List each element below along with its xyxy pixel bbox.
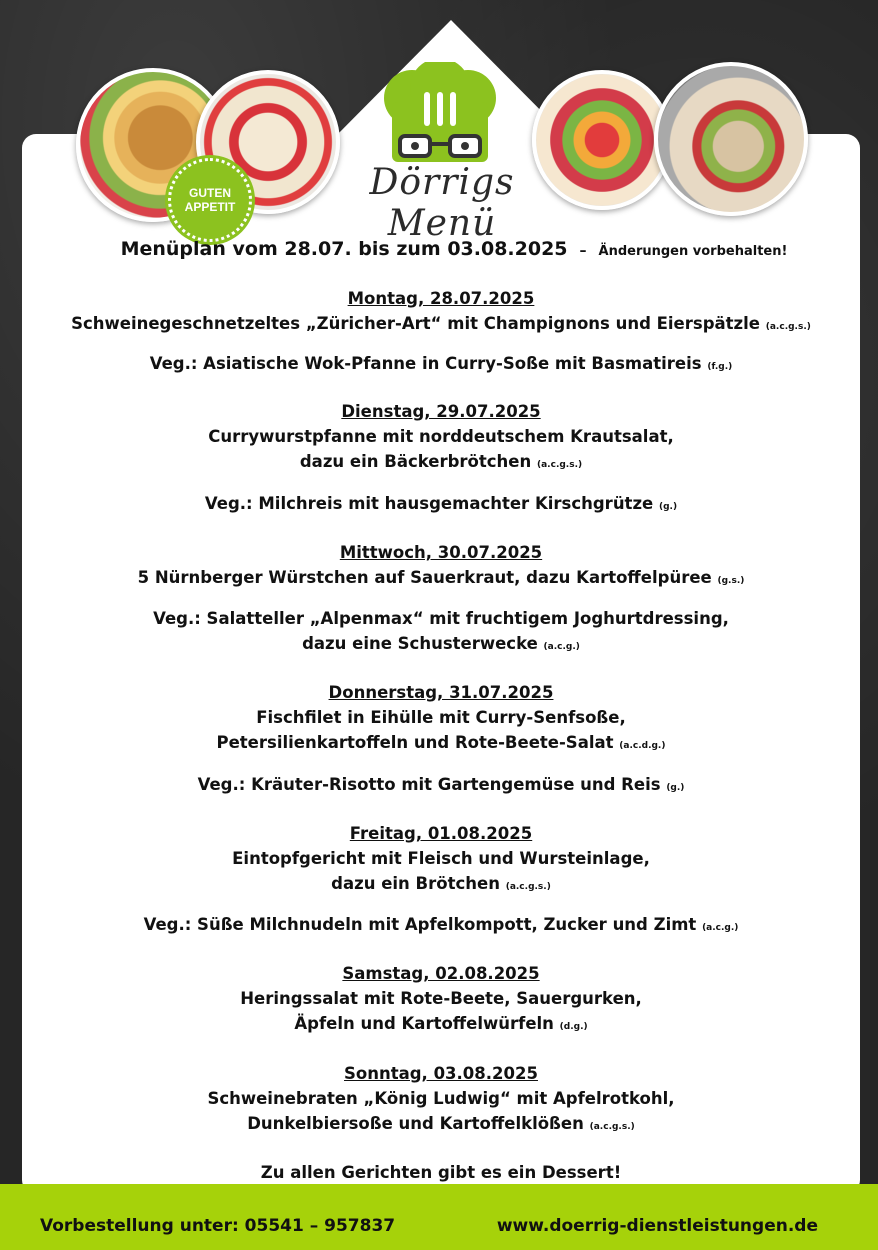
main-dish-line-1: Heringssalat mit Rote-Beete, Sauergurken, (240, 989, 642, 1008)
title-dash: – (579, 243, 587, 259)
allergen-codes: (g.) (666, 783, 685, 793)
main-dish: 5 Nürnberger Würstchen auf Sauerkraut, dazu Kartoffelpüree (g.s.) (137, 568, 745, 587)
main-dish-line-1: Schweinebraten „König Ludwig“ mit Apfelrotkohl, (207, 1089, 675, 1108)
badge-line-1: GUTEN (189, 186, 231, 200)
main-dish-line-2: Dunkelbiersoße und Kartoffelklößen (a.c.g.s.) (247, 1114, 635, 1133)
veg-dish: Veg.: Asiatische Wok-Pfanne in Curry-Soße mit Basmatireis (f.g.) (149, 354, 733, 373)
allergen-codes: (a.c.g.s.) (505, 882, 551, 892)
allergen-codes: (d.g.) (559, 1022, 588, 1032)
allergen-codes: (g.s.) (717, 576, 745, 586)
main-dish-line-1: Currywurstpfanne mit norddeutschem Krautsalat, (208, 427, 674, 446)
day-block-friday (22, 821, 860, 900)
allergen-codes: (a.c.g.) (543, 642, 580, 652)
allergen-codes: (a.c.g.) (702, 923, 739, 933)
day-heading: Samstag, 02.08.2025 (342, 964, 540, 983)
veg-block-wednesday (22, 606, 860, 660)
allergen-codes: (a.c.g.s.) (537, 460, 583, 470)
page-title: Menüplan vom 28.07. bis zum 03.08.2025 (120, 238, 568, 260)
main-dish-line-2: dazu ein Brötchen (a.c.g.s.) (331, 874, 551, 893)
allergen-codes: (g.) (659, 502, 678, 512)
main-dish-line-2: Äpfeln und Kartoffelwürfeln (d.g.) (294, 1014, 588, 1033)
main-dish: Schweinegeschnetzeltes „Züricher-Art“ mit Champignons und Eierspätzle (a.c.g.s.) (71, 314, 811, 333)
preorder-phone: Vorbestellung unter: 05541 – 957837 (40, 1216, 396, 1236)
veg-block-tuesday (22, 491, 860, 520)
brand-wordmark: Dörrigs Menü (369, 162, 515, 244)
day-heading: Dienstag, 29.07.2025 (341, 402, 541, 421)
day-block-wednesday (22, 540, 860, 594)
main-dish-line-2: Petersilienkartoffeln und Rote-Beete-Salat (a.c.d.g.) (216, 733, 666, 752)
day-heading: Montag, 28.07.2025 (347, 289, 535, 308)
day-block-sunday (22, 1061, 860, 1140)
day-heading: Donnerstag, 31.07.2025 (328, 683, 554, 702)
day-heading: Freitag, 01.08.2025 (349, 824, 533, 843)
website-link[interactable]: www.doerrig-dienstleistungen.de (496, 1216, 818, 1236)
main-dish-line-1: Eintopfgericht mit Fleisch und Wursteinlage, (232, 849, 650, 868)
changes-note: Änderungen vorbehalten! (598, 244, 788, 259)
main-dish-line-2: dazu ein Bäckerbrötchen (a.c.g.s.) (299, 452, 583, 471)
day-heading: Sonntag, 03.08.2025 (344, 1064, 538, 1083)
veg-dish: Veg.: Süße Milchnudeln mit Apfelkompott, Zucker und Zimt (a.c.g.) (143, 915, 739, 934)
veg-dish-line-2: dazu eine Schusterwecke (a.c.g.) (302, 634, 580, 653)
veg-block-monday (22, 351, 860, 380)
veg-dish: Veg.: Kräuter-Risotto mit Gartengemüse und Reis (g.) (197, 775, 685, 794)
badge-line-2: APPETIT (184, 200, 236, 214)
allergen-codes: (a.c.g.s.) (765, 322, 811, 332)
day-block-thursday (22, 680, 860, 759)
footer-bar (0, 1184, 878, 1250)
allergen-codes: (a.c.d.g.) (619, 741, 666, 751)
allergen-codes: (a.c.g.s.) (589, 1122, 635, 1132)
veg-block-friday (22, 912, 860, 941)
dessert-note: Zu allen Gerichten gibt es ein Dessert! (260, 1163, 622, 1182)
veg-block-thursday (22, 772, 860, 801)
day-block-tuesday (22, 399, 860, 478)
day-block-monday (22, 286, 860, 340)
food-photo-plating (654, 62, 808, 216)
menu-headline (0, 238, 878, 260)
guten-appetit-badge (168, 158, 252, 242)
allergen-codes: (f.g.) (707, 362, 733, 372)
veg-dish: Veg.: Milchreis mit hausgemachter Kirschgrütze (g.) (204, 494, 678, 513)
day-block-saturday (22, 961, 860, 1040)
day-heading: Mittwoch, 30.07.2025 (339, 543, 543, 562)
chef-hat-logo-icon (378, 62, 502, 174)
main-dish-line-1: Fischfilet in Eihülle mit Curry-Senfsoße, (256, 708, 626, 727)
veg-dish-line-1: Veg.: Salatteller „Alpenmax“ mit fruchtigem Joghurtdressing, (153, 609, 729, 628)
